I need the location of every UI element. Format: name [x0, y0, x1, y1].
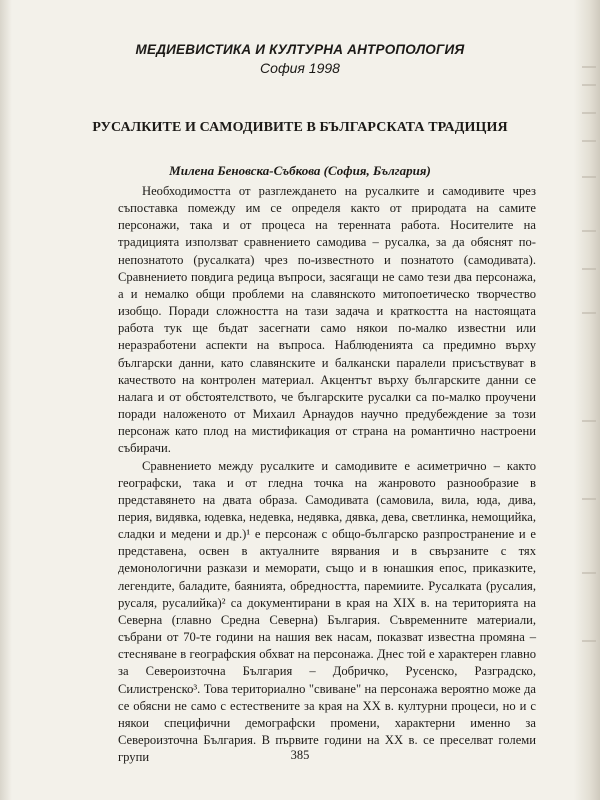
place-year: София 1998	[260, 60, 340, 76]
article-author: Милена Беновска-Събкова (София, България)	[169, 163, 431, 178]
page-number: 385	[290, 748, 310, 762]
body-paragraph: Сравнението между русалките и самодивите е асиметрично – както географски, така и от гледна точка на жанровото разнообразие в представянето на двата образа. Самодивата (самовила, вила, юда, дива, перия, видявка, юдевка, недевка, недявка, дявка, дева, светлинка, немощийка, сладки и медени и др.)¹ е персонаж с общо-българско разпространение и е представена, освен в актуалните вярвания и в свързаните с тях демонологични разкази и меморати, също и в юнашкия епос, приказките, легендите, баладите, баянията, обредността, паремиите. Русалката (русалия, русаля, русалийка)² са документирани в края на XIX в. на територията на Северна (главно Средна Северна) България. Съвременните материали, събрани от 70-те години на нашия век насам, показват известна промяна – стесняване в географския обхват на персонажа. Днес той е характерен главно за Североизточна България – Добричко, Русенско, Разградско, Силистренско³. Това териториално "свиване" на персонажа вероятно може да се обясни не само с естествените за края на XX в. културни процеси, но и с някои специфични демографски промени, характерни именно за Североизточна България. В първите години на XX в. се преселват големи групи	[118, 458, 536, 765]
series-title: МЕДИЕВИСТИКА И КУЛТУРНА АНТРОПОЛОГИЯ	[135, 42, 465, 57]
body-paragraph: Необходимостта от разглеждането на русалките и самодивите чрез съпоставка помежду им се определя както от природата на самите персонажи, така и от процеса на теренната работа. Носителите на традицията използват сравнението самодива – русалка, за да обяснят по-непознатото (русалката) чрез по-известното и познатото (самодивата). Сравнението повдига редица въпроси, засягащи не само тези два персонажа, а и немалко общи проблеми на славянското митопоетическо творчество изобщо. Поради сложността на тази задача и краткостта на настоящата работа тук ще бъдат засегнати само някои по-малко известни или неразработени аспекти на въпроса. Наблюденията са предимно върху български данни, като славянските и балкански паралели присъствуват в качеството на контролен материал. Акцентът върху българските данни се налага и от обстоятелството, че българските русалки са по-малко проучени поради наложеното от Михаил Арнаудов научно предубеждение за този персонаж като плод на мистификация от страна на романтично настроени събирачи.	[118, 184, 536, 456]
article-title: РУСАЛКИТЕ И САМОДИВИТЕ В БЪЛГАРСКАТА ТРАДИЦИЯ	[92, 120, 508, 135]
article-body	[118, 183, 536, 766]
